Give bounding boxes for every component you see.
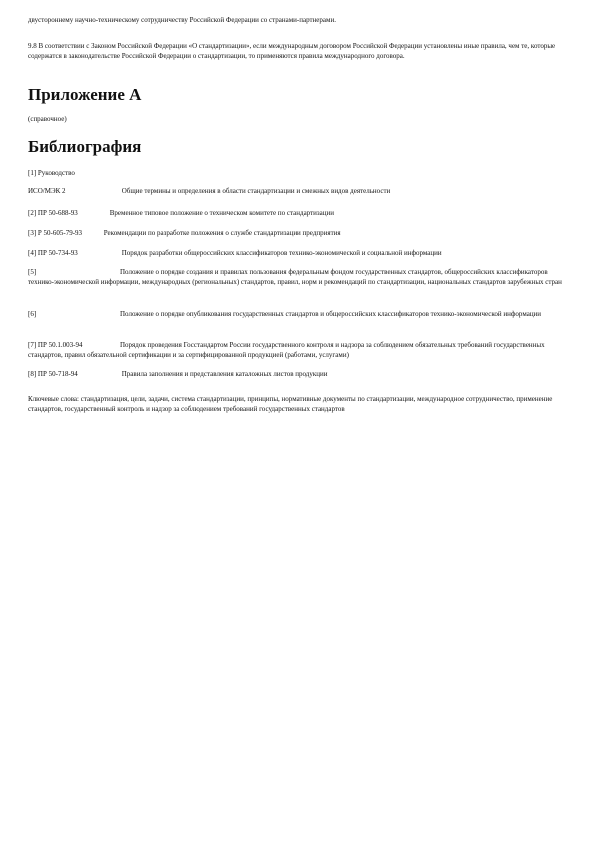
- bibliography-item: [28, 228, 564, 238]
- bibliography-desc: Положение о порядке создания и правилах пользования федеральным фондом государственных стандартов, общероссийских классификаторов технико-экономической информации, международных (региональных) стандартов, правил, норм и рекомендаций по стандартизации, национальных стандартов зарубежных стран: [28, 268, 562, 286]
- bibliography-ref: ИСО/МЭК 2: [28, 187, 66, 195]
- bibliography-desc: Порядок разработки общероссийских классификаторов технико-экономической и социальной информации: [121, 249, 442, 257]
- bibliography-item: [28, 168, 564, 178]
- appendix-note: (справочное): [28, 115, 67, 123]
- clause-9-8-paragraph: 9.8 В соответствии с Законом Российской Федерации «О стандартизации», если международным договором Российской Федерации установлены иные правила, чем те, которые содержатся в законодательстве Российской Федерации о стандартизации, то применяются правила международного договора.: [28, 42, 556, 60]
- bibliography-item: [28, 340, 564, 360]
- bibliography-desc: Правила заполнения и представления каталожных листов продукции: [121, 370, 328, 378]
- bibliography-desc: Временное типовое положение о техническом комитете по стандартизации: [109, 209, 334, 217]
- bibliography-desc: Общие термины и определения в области стандартизации и смежных видов деятельности: [121, 187, 391, 195]
- bibliography-item: [28, 208, 564, 218]
- bibliography-ref: [4] ПР 50-734-93: [28, 249, 78, 257]
- bibliography-item: [28, 186, 564, 196]
- bibliography-item: [28, 248, 564, 258]
- bibliography-ref: [2] ПР 50-688-93: [28, 209, 78, 217]
- bibliography-ref: [3] Р 50-605-79-93: [28, 229, 83, 237]
- bibliography-desc: Положение о порядке опубликования государственных стандартов и общероссийских классификаторов технико-экономической информации: [120, 310, 542, 318]
- intro-text-line: двустороннему научно-техническому сотрудничеству Российской Федерации со странами-партнерами.: [28, 16, 336, 24]
- appendix-title: Приложение А: [28, 85, 142, 104]
- bibliography-desc: Рекомендации по разработке положения о службе стандартизации предприятия: [103, 229, 341, 237]
- bibliography-ref: [6]: [28, 310, 37, 318]
- bibliography-item: [28, 267, 564, 287]
- bibliography-ref: [7] ПР 50.1.003-94: [28, 341, 83, 349]
- bibliography-item: [28, 369, 564, 379]
- bibliography-ref: [5]: [28, 268, 37, 276]
- bibliography-item: [28, 309, 564, 319]
- bibliography-ref: [1] Руководство: [28, 169, 75, 177]
- bibliography-ref: [8] ПР 50-718-94: [28, 370, 78, 378]
- bibliography-title: Библиография: [28, 137, 142, 156]
- keywords-paragraph: Ключевые слова: стандартизация, цели, задачи, система стандартизации, принципы, нормативные документы по стандартизации, международное сотрудничество, применение стандартов, государственный контроль и надзор за соблюдением требований государственных стандартов: [28, 395, 553, 413]
- bibliography-desc: Порядок проведения Госстандартом России государственного контроля и надзора за соблюдением обязательных требований государственных стандартов, правил обязательной сертификации и за сертифицированной продукцией (работами, услугами): [28, 341, 545, 359]
